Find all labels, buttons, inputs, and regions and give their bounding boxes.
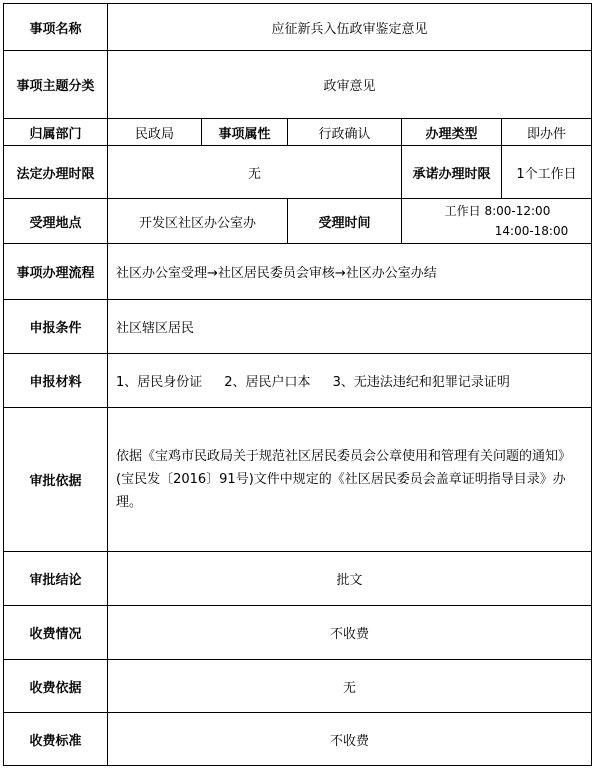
fee-standard-label: 收费标准 [4,713,108,766]
row-item-name [4,4,592,51]
item-name-label: 事项名称 [4,4,108,51]
approval-info-table [3,3,592,766]
fee-basis-label: 收费依据 [4,660,108,713]
row-dept [4,119,592,146]
promise-time-value: 1个工作日 [502,146,592,199]
basis-label: 审批依据 [4,408,108,552]
row-place [4,199,592,244]
type-label: 办理类型 [402,119,502,146]
fee-standard-value: 不收费 [108,713,592,766]
row-basis [4,408,592,552]
attr-label: 事项属性 [202,119,288,146]
row-fee-basis [4,660,592,713]
materials-label: 申报材料 [4,354,108,408]
item-name-value: 应征新兵入伍政审鉴定意见 [108,4,592,51]
materials-value [108,354,592,408]
row-time-limits [4,146,592,199]
row-category [4,51,592,119]
row-fee [4,606,592,660]
legal-time-value: 无 [108,146,402,199]
material-item: 2、居民户口本 [224,375,311,390]
process-value: 社区办公室受理→社区居民委员会审核→社区办公室办结 [108,244,592,300]
dept-label: 归属部门 [4,119,108,146]
accept-time-line1: 工作日 8:00-12:00 [444,204,551,218]
accept-time-line2: 14:00-18:00 [494,224,569,238]
row-fee-standard [4,713,592,766]
material-item: 3、无违法违纪和犯罪记录证明 [332,375,510,390]
row-materials [4,354,592,408]
condition-label: 申报条件 [4,300,108,354]
conclusion-value: 批文 [108,552,592,606]
fee-value: 不收费 [108,606,592,660]
attr-value: 行政确认 [288,119,402,146]
category-value: 政审意见 [108,51,592,119]
material-item: 1、居民身份证 [116,375,203,390]
dept-value: 民政局 [108,119,202,146]
type-value: 即办件 [502,119,592,146]
condition-value: 社区辖区居民 [108,300,592,354]
place-value: 开发区社区办公室办 [108,199,288,244]
fee-label: 收费情况 [4,606,108,660]
promise-time-label: 承诺办理时限 [402,146,502,199]
accept-time-label: 受理时间 [288,199,402,244]
conclusion-label: 审批结论 [4,552,108,606]
basis-value: 依据《宝鸡市民政局关于规范社区居民委员会公章使用和管理有关问题的通知》(宝民发〔2016〕91号)文件中规定的《社区居民委员会盖章证明指导目录》办理。 [108,408,592,552]
place-label: 受理地点 [4,199,108,244]
fee-basis-value: 无 [108,660,592,713]
legal-time-label: 法定办理时限 [4,146,108,199]
row-conclusion [4,552,592,606]
accept-time-value [402,199,592,244]
category-label: 事项主题分类 [4,51,108,119]
process-label: 事项办理流程 [4,244,108,300]
row-condition [4,300,592,354]
row-process [4,244,592,300]
